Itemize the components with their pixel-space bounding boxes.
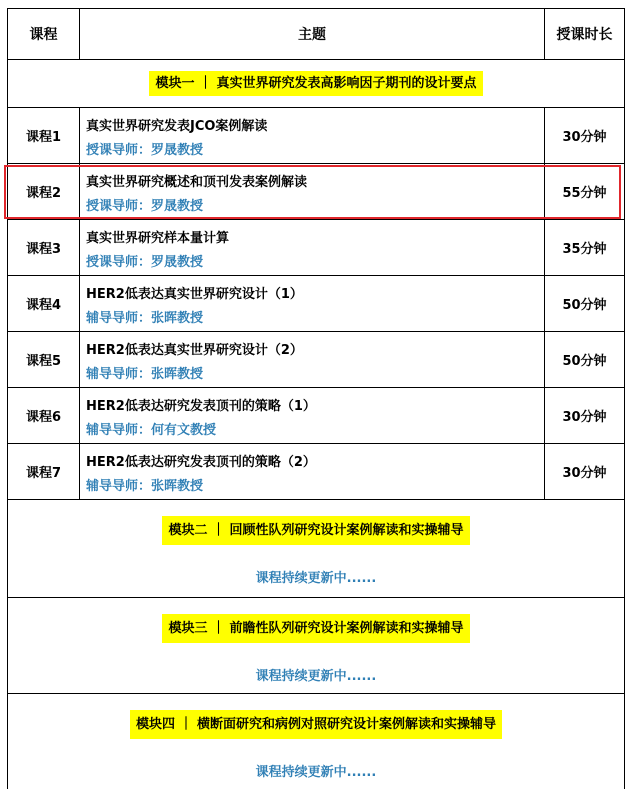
module-4-title: 模块四 ｜ 横断面研究和病例对照研究设计案例解读和实操辅导 xyxy=(130,710,502,739)
lesson-title: 真实世界研究概述和顶刊发表案例解读 xyxy=(86,175,308,190)
module-4-status: 课程持续更新中...... xyxy=(255,765,377,780)
lesson-duration: 50分钟 xyxy=(545,332,625,388)
module-row-4 xyxy=(8,694,625,789)
header-row xyxy=(8,9,625,60)
lesson-tutor: 授课导师：罗晟教授 xyxy=(86,199,204,214)
lesson-title: 真实世界研究样本量计算 xyxy=(86,231,230,246)
module-3-status: 课程持续更新中...... xyxy=(255,669,377,684)
lesson-title: HER2低表达真实世界研究设计（2） xyxy=(86,343,303,358)
lesson-number: 课程3 xyxy=(8,220,80,276)
table-row xyxy=(8,332,625,388)
lesson-title: HER2低表达研究发表顶刊的策略（1） xyxy=(86,399,316,414)
lesson-number: 课程6 xyxy=(8,388,80,444)
lesson-title: HER2低表达研究发表顶刊的策略（2） xyxy=(86,455,316,470)
lesson-tutor: 授课导师：罗晟教授 xyxy=(86,255,204,270)
lesson-duration: 30分钟 xyxy=(545,108,625,164)
header-lesson: 课程 xyxy=(8,9,80,60)
lesson-number: 课程7 xyxy=(8,444,80,500)
module-row-2 xyxy=(8,500,625,598)
lesson-duration: 35分钟 xyxy=(545,220,625,276)
lesson-tutor: 辅导导师：张晖教授 xyxy=(86,311,204,326)
lesson-duration: 30分钟 xyxy=(545,444,625,500)
module-2-title: 模块二 ｜ 回顾性队列研究设计案例解读和实操辅导 xyxy=(162,516,469,545)
lesson-duration: 30分钟 xyxy=(545,388,625,444)
header-topic: 主题 xyxy=(80,9,545,60)
table-row xyxy=(8,276,625,332)
module-2-status: 课程持续更新中...... xyxy=(255,571,377,586)
lesson-tutor: 授课导师：罗晟教授 xyxy=(86,143,204,158)
module-3-title: 模块三 ｜ 前瞻性队列研究设计案例解读和实操辅导 xyxy=(162,614,469,643)
lesson-number: 课程5 xyxy=(8,332,80,388)
lesson-tutor: 辅导导师：张晖教授 xyxy=(86,479,204,494)
module-1-title: 模块一 ｜ 真实世界研究发表高影响因子期刊的设计要点 xyxy=(149,71,482,96)
module-row-3 xyxy=(8,598,625,694)
lesson-title: HER2低表达真实世界研究设计（1） xyxy=(86,287,303,302)
lesson-number: 课程4 xyxy=(8,276,80,332)
syllabus-table xyxy=(7,8,625,789)
lesson-duration: 55分钟 xyxy=(545,164,625,220)
table-row xyxy=(8,220,625,276)
table-row xyxy=(8,444,625,500)
lesson-title: 真实世界研究发表JCO案例解读 xyxy=(86,119,268,134)
module-row-1 xyxy=(8,60,625,108)
lesson-number: 课程2 xyxy=(8,164,80,220)
table-row xyxy=(8,388,625,444)
lesson-tutor: 辅导导师：张晖教授 xyxy=(86,367,204,382)
lesson-number: 课程1 xyxy=(8,108,80,164)
header-duration: 授课时长 xyxy=(545,9,625,60)
lesson-duration: 50分钟 xyxy=(545,276,625,332)
lesson-tutor: 辅导导师：何有文教授 xyxy=(86,423,217,438)
course-syllabus xyxy=(7,8,624,789)
table-row xyxy=(8,164,625,220)
table-row xyxy=(8,108,625,164)
